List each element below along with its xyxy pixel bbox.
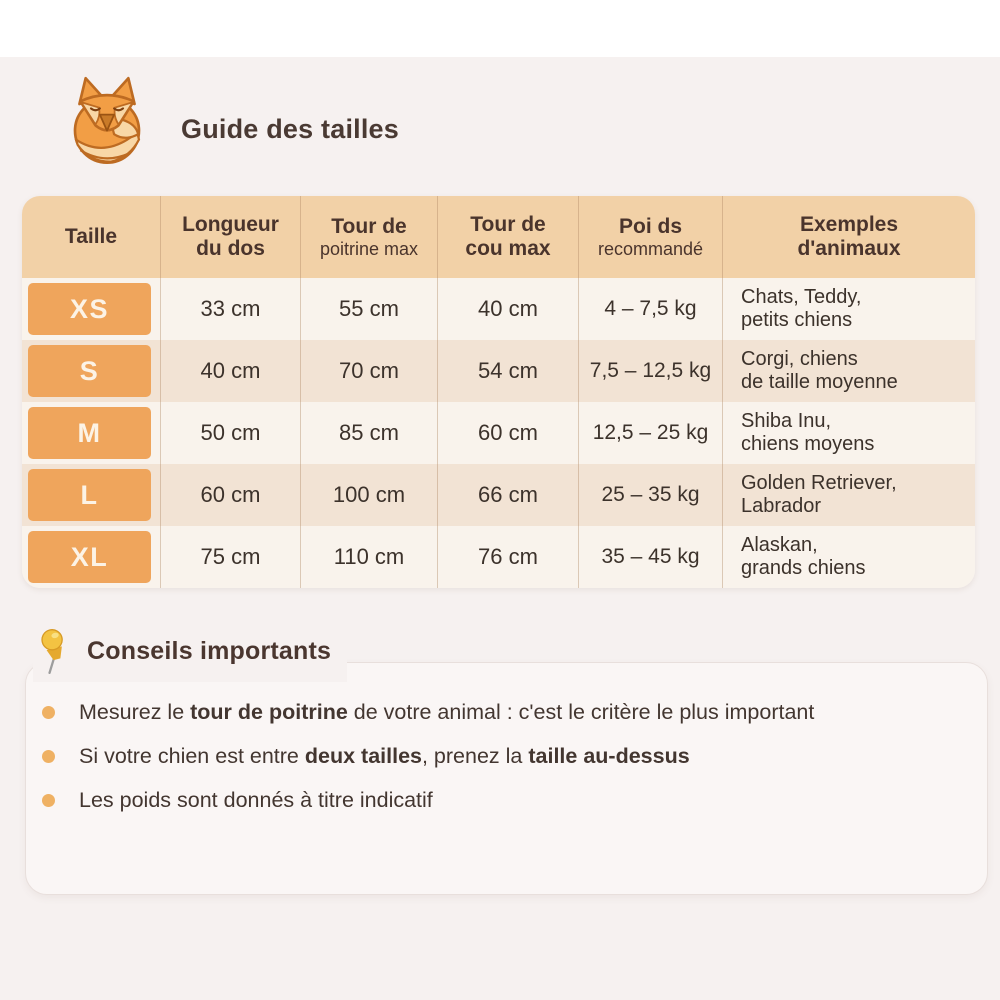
column-header-poids: Poi ds recommandé [578, 196, 722, 278]
table-cell-chest: 55 cm [300, 278, 437, 340]
column-header-taille: Taille [22, 196, 160, 278]
table-row-m-size [22, 402, 160, 464]
bullet-dot-icon [42, 794, 55, 807]
table-cell-chest: 110 cm [300, 526, 437, 588]
table-cell-back-length: 60 cm [160, 464, 300, 526]
table-cell-chest: 85 cm [300, 402, 437, 464]
tip-item [42, 743, 814, 770]
table-cell-weight: 25 – 35 kg [578, 464, 722, 526]
table-cell-neck: 60 cm [437, 402, 578, 464]
table-cell-weight: 12,5 – 25 kg [578, 402, 722, 464]
table-cell-weight: 7,5 – 12,5 kg [578, 340, 722, 402]
tips-list [42, 699, 814, 831]
size-badge: L [28, 469, 151, 521]
table-cell-examples: Corgi, chiens de taille moyenne [722, 340, 975, 402]
table-cell-examples: Chats, Teddy, petits chiens [722, 278, 975, 340]
tip-text: Si votre chien est entre deux tailles, prenez la taille au-dessus [79, 743, 690, 768]
table-cell-chest: 100 cm [300, 464, 437, 526]
size-badge: XL [28, 531, 151, 583]
column-header-longueur-dos: Longueur du dos [160, 196, 300, 278]
table-cell-neck: 40 cm [437, 278, 578, 340]
column-header-tour-cou: Tour de cou max [437, 196, 578, 278]
table-row-l-size [22, 464, 160, 526]
bullet-dot-icon [42, 706, 55, 719]
table-cell-chest: 70 cm [300, 340, 437, 402]
column-header-exemples: Exemples d'animaux [722, 196, 975, 278]
bullet-dot-icon [42, 750, 55, 763]
table-cell-examples: Alaskan, grands chiens [722, 526, 975, 588]
tip-item [42, 699, 814, 726]
table-row-xs-size [22, 278, 160, 340]
tips-title: Conseils importants [87, 636, 332, 665]
size-table [22, 196, 975, 588]
pushpin-icon [33, 628, 75, 674]
table-cell-back-length: 33 cm [160, 278, 300, 340]
table-row-xl-size [22, 526, 160, 588]
table-cell-back-length: 50 cm [160, 402, 300, 464]
table-cell-neck: 76 cm [437, 526, 578, 588]
tip-text: Les poids sont donnés à titre indicatif [79, 787, 433, 812]
page-title: Guide des tailles [181, 114, 399, 144]
table-cell-back-length: 40 cm [160, 340, 300, 402]
table-cell-examples: Shiba Inu, chiens moyens [722, 402, 975, 464]
column-header-tour-poitrine: Tour de poitrine max [300, 196, 437, 278]
table-cell-weight: 35 – 45 kg [578, 526, 722, 588]
tip-text: Mesurez le tour de poitrine de votre animal : c'est le critère le plus important [79, 700, 815, 724]
table-cell-weight: 4 – 7,5 kg [578, 278, 722, 340]
table-cell-neck: 54 cm [437, 340, 578, 402]
tips-header [33, 626, 347, 682]
fox-logo-icon [62, 72, 152, 168]
size-badge: XS [28, 283, 151, 335]
tip-item [42, 787, 814, 814]
table-cell-neck: 66 cm [437, 464, 578, 526]
table-cell-examples: Golden Retriever, Labrador [722, 464, 975, 526]
table-row-s-size [22, 340, 160, 402]
size-badge: S [28, 345, 151, 397]
size-badge: M [28, 407, 151, 459]
table-cell-back-length: 75 cm [160, 526, 300, 588]
